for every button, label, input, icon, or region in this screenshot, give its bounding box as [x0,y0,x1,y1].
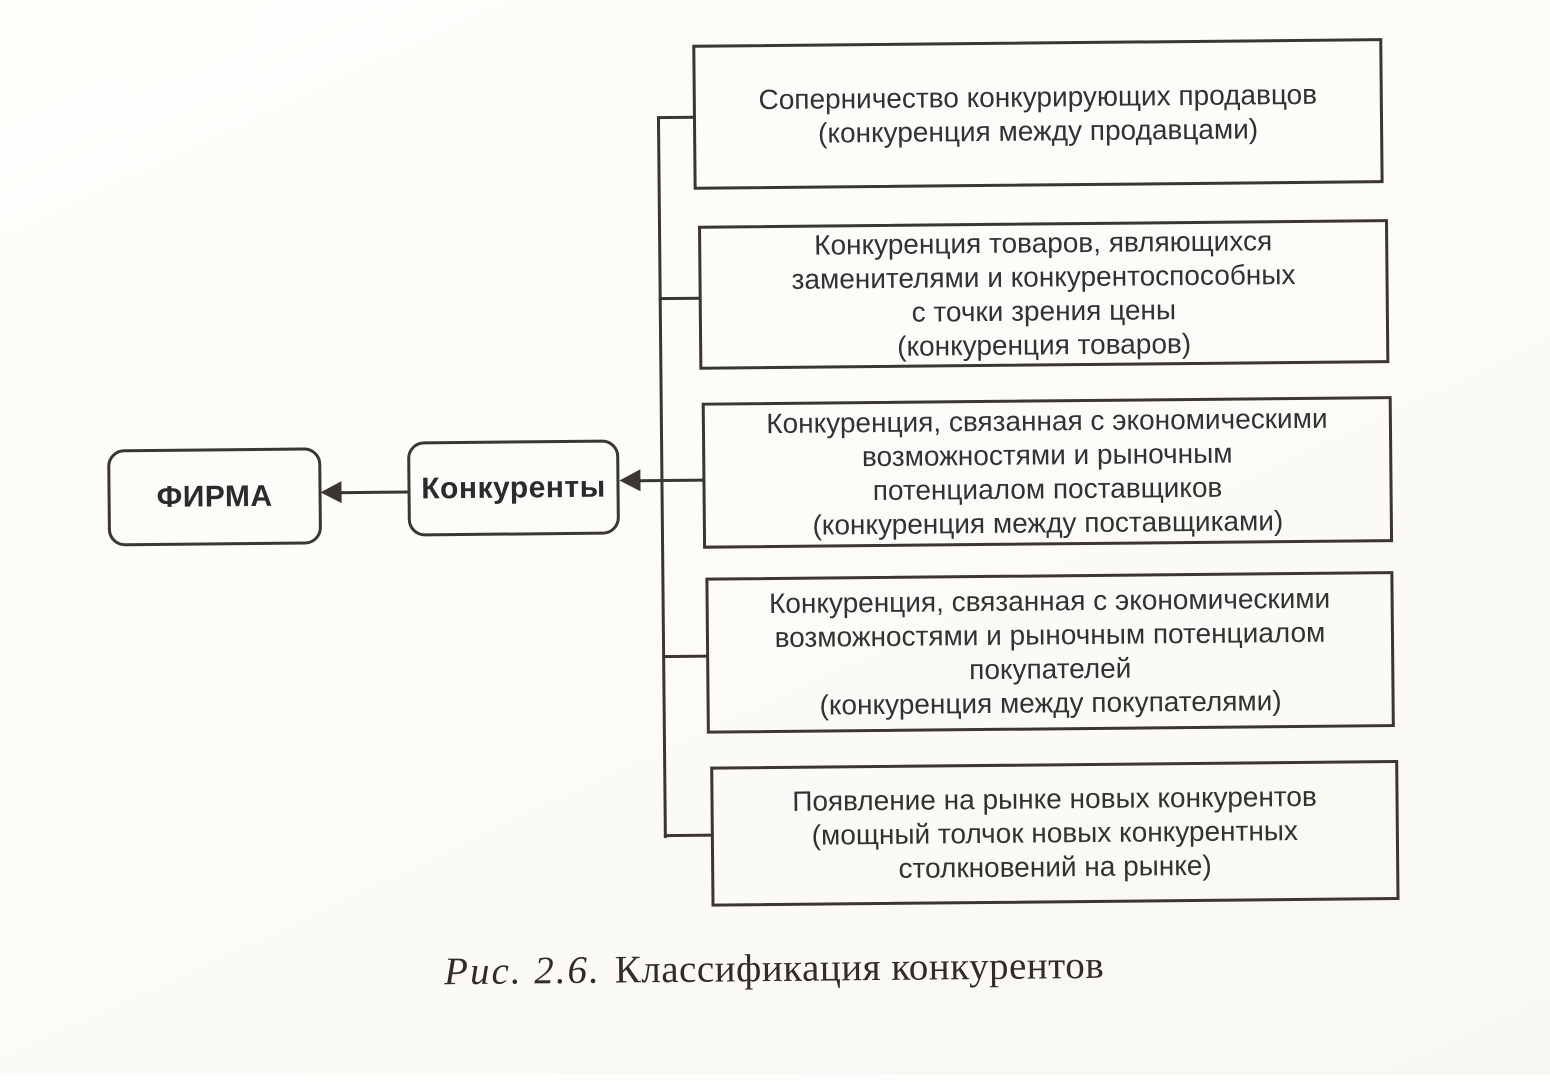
connector-branch-new-entrants [664,834,713,837]
node-competitors-label: Конкуренты [421,470,606,505]
connector-trunk-to-competitors [638,479,704,483]
connector-branch-substitute-goods [659,297,701,300]
category-box-new-entrants [710,760,1399,907]
node-firm [107,447,322,546]
category-box-sellers-text: Соперничество конкурирующих продавцов (конкуренция между продавцами) [758,78,1318,149]
category-box-substitute-goods-text: Конкуренция товаров, являющихся заменителями и конкурентоспособных с точки зрения цены (конкуренция товаров) [791,225,1296,362]
category-box-buyers [705,571,1394,734]
connector-branch-buyers [662,655,708,658]
connector-branch-sellers [657,116,695,119]
category-box-substitute-goods [698,219,1389,370]
connector-trunk [657,117,667,838]
arrowhead-left-icon [320,481,341,503]
category-box-buyers-text: Конкуренция, связанная с экономическими возможностями и рыночным потенциалом покупателей (конкуренция между покупателями) [768,582,1331,721]
category-box-sellers [692,38,1383,190]
node-firm-label: ФИРМА [156,479,273,514]
arrowhead-left-icon [619,469,640,491]
figure-number: Рис. 2.6. [443,948,601,994]
figure-title: Классификация конкурентов [614,943,1105,992]
node-competitors [407,439,620,536]
connector-competitors-to-firm [337,491,410,495]
category-box-suppliers-text: Конкуренция, связанная с экономическими возможностями и рыночным потенциалом поставщиков (конкуренция между поставщиками) [766,402,1328,541]
category-box-suppliers [702,396,1393,549]
category-box-new-entrants-text: Появление на рынке новых конкурентов (мощный толчок новых конкурентных столкновений на рынке) [792,780,1317,884]
figure-caption [334,942,1214,995]
